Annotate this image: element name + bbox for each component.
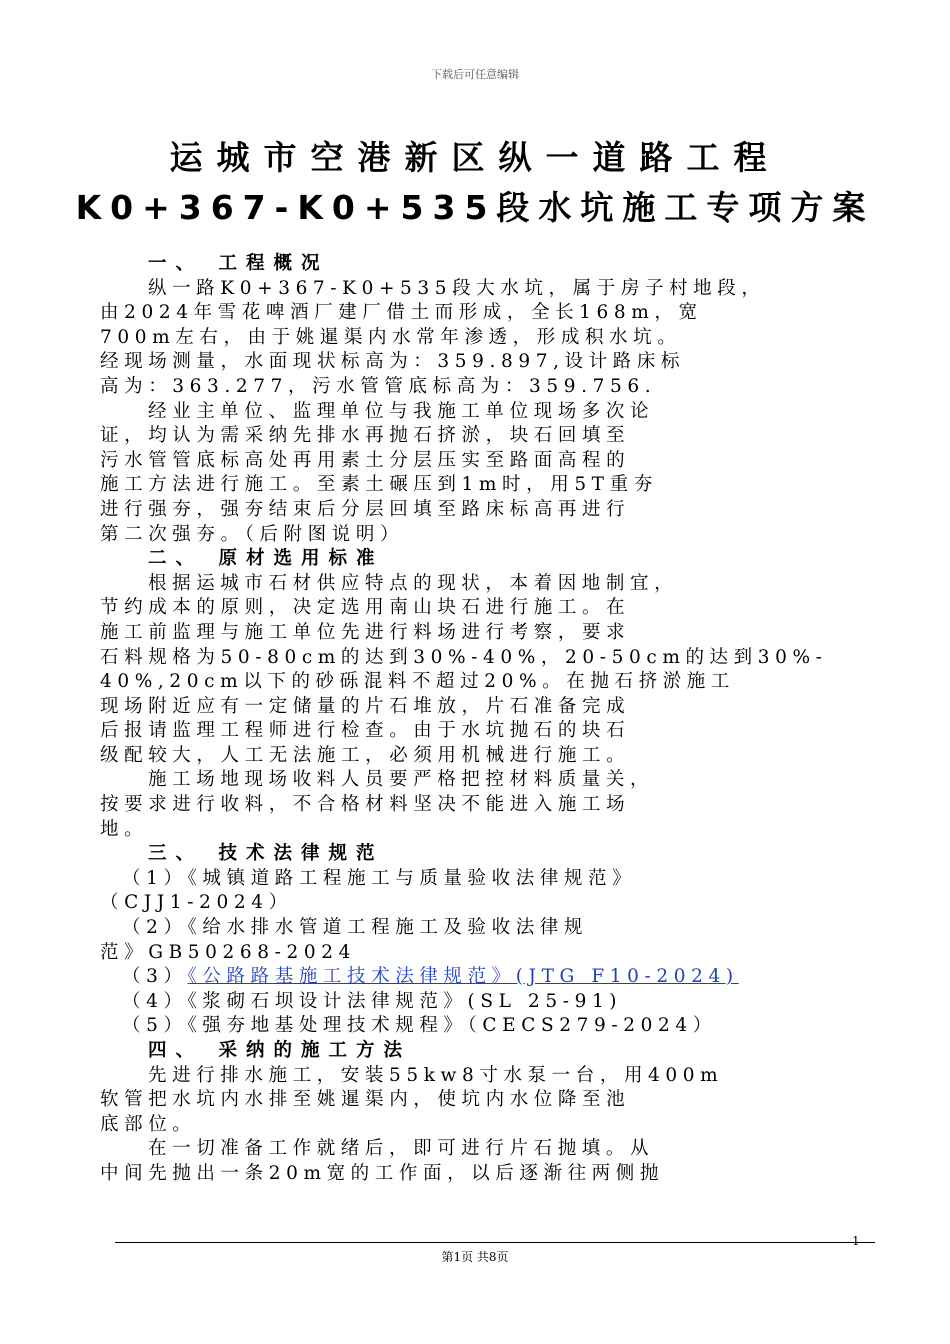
- regulation-item: （2）《给水排水管道工程施工及验收法律规: [122, 917, 589, 939]
- paragraph-line: 经业主单位、监理单位与我施工单位现场多次论: [148, 400, 655, 422]
- regulation-item: （1）《城镇道路工程施工与质量验收法律规范》: [122, 867, 637, 889]
- regulation-item-cont: 范》GB50268-2024: [100, 941, 356, 963]
- paragraph-line: 现场附近应有一定储量的片石堆放，片石准备完成: [100, 695, 631, 717]
- footer-divider: [115, 1242, 875, 1243]
- paragraph-line: 按要求进行收料，不合格材料坚决不能进入施工场: [100, 794, 631, 816]
- regulation-item: [100, 965, 890, 990]
- paragraph-line: 第二次强夯。（后附图说明）: [100, 523, 405, 545]
- paragraph-line: 根据运城市石材供应特点的现状，本着因地制宜，: [148, 572, 679, 594]
- paragraph-line: 石料规格为50-80cm的达到30%-40%，20-50cm的达到30%-: [100, 646, 828, 668]
- paragraph-line: 纵一路K0+367-K0+535段大水坑，属于房子村地段，: [148, 277, 766, 299]
- paragraph-line: 污水管管底标高处再用素土分层压实至路面高程的: [100, 449, 631, 471]
- paragraph-line: 级配较大，人工无法施工，必须用机械进行施工。: [100, 744, 631, 766]
- regulation-link[interactable]: 《公路路基施工技术法律规范》(JTG F10-2024): [187, 966, 739, 988]
- section-heading-overview: 一、 工程概况: [148, 253, 329, 274]
- paragraph-line: 后报请监理工程师进行检查。由于水坑抛石的块石: [100, 720, 631, 742]
- paragraph-line: 先进行排水施工，安装55kw8寸水泵一台，用400m: [148, 1064, 724, 1086]
- footer-pagination: 第1页 共8页: [441, 1250, 509, 1264]
- regulation-item-cont: （CJJ1-2024）: [100, 892, 293, 914]
- paragraph-line: 施工场地现场收料人员要严格把控材料质量关，: [148, 769, 655, 791]
- document-body: [100, 252, 890, 1187]
- regulation-number: （3）: [122, 966, 188, 988]
- document-title-line-2: K0+367-K0+535段水坑施工专项方案: [75, 188, 875, 227]
- document-title-line-1: 运城市空港新区纵一道路工程: [169, 138, 781, 177]
- regulation-item: （4）《浆砌石坝设计法律规范》(SL 25-91): [122, 990, 623, 1012]
- paragraph-line: 节约成本的原则，决定选用南山块石进行施工。在: [100, 597, 631, 619]
- paragraph-line: 由2024年雪花啤酒厂建厂借土而形成，全长168m，宽: [100, 302, 703, 324]
- section-heading-regulations: 三、 技术法律规范: [148, 843, 384, 865]
- paragraph-line: 在一切准备工作就绪后，即可进行片石抛填。从: [148, 1138, 655, 1160]
- paragraph-line: 经现场测量，水面现状标高为：359.897,设计路床标: [100, 351, 686, 373]
- paragraph-line: 中间先抛出一条20m宽的工作面，以后逐渐往两侧抛: [100, 1162, 664, 1184]
- paragraph-line: 40%,20cm以下的砂砾混料不超过20%。在抛石挤淤施工: [100, 671, 735, 693]
- paragraph-line: 证，均认为需采纳先排水再抛石挤淤，块石回填至: [100, 425, 631, 447]
- section-heading-methods: 四、 采纳的施工方法: [148, 1040, 411, 1061]
- header-note: 下载后可任意编辑: [431, 68, 519, 81]
- regulation-item: （5）《强夯地基处理技术规程》（CECS279-2024）: [122, 1015, 717, 1037]
- paragraph-line: 高为：363.277，污水管管底标高为：359.756.: [100, 375, 657, 397]
- section-heading-materials: 二、 原材选用标准: [148, 548, 384, 570]
- paragraph-line: 施工前监理与施工单位先进行料场进行考察，要求: [100, 621, 631, 643]
- paragraph-line: 进行强夯，强夯结束后分层回填至路床标高再进行: [100, 498, 631, 520]
- paragraph-line: 施工方法进行施工。至素土碾压到1m时，用5T重夯: [100, 474, 658, 496]
- page-number: 1: [852, 1234, 860, 1248]
- paragraph-line: 700m左右，由于姚暹渠内水常年渗透，形成积水坑。: [100, 326, 682, 348]
- paragraph-line: 底部位。: [100, 1113, 197, 1135]
- paragraph-line: 地。: [100, 818, 149, 840]
- paragraph-line: 软管把水坑内水排至姚暹渠内，使坑内水位降至池: [100, 1089, 631, 1111]
